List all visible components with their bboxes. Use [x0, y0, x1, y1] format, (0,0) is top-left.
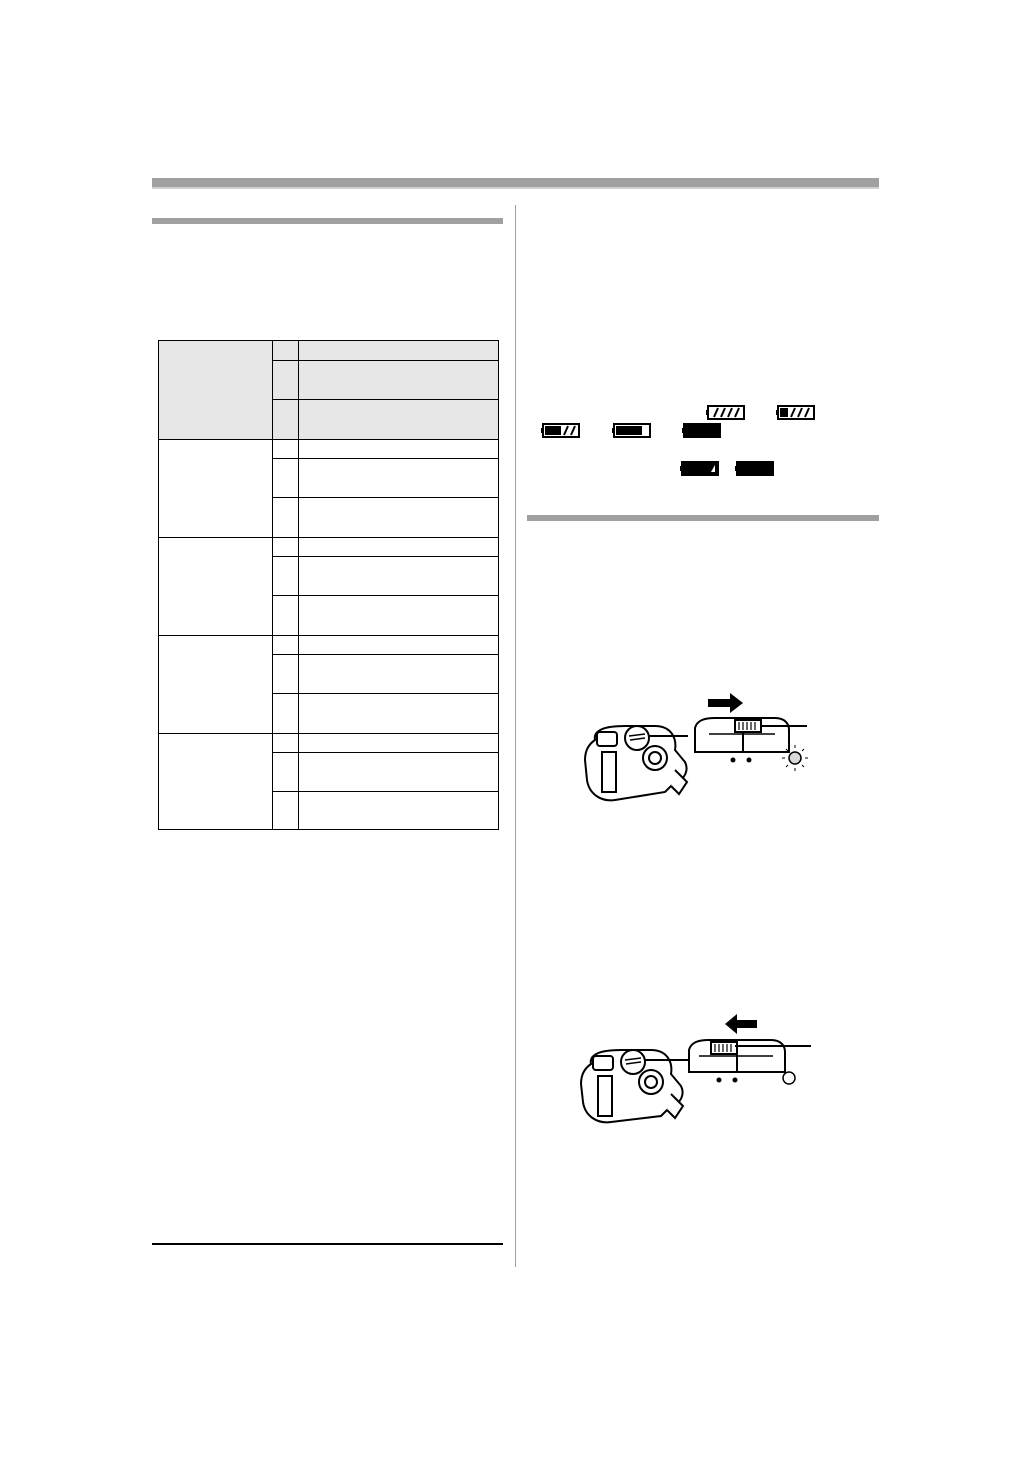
arrow-left-icon: [725, 1014, 757, 1034]
battery-three-quarter-icon: [776, 406, 814, 419]
table-col-line-1: [272, 341, 273, 829]
arrow-right-icon: [708, 693, 743, 713]
table-group-1-header-cell: [159, 341, 273, 439]
table-row-separator: [272, 458, 498, 459]
battery-low-icon: [612, 424, 650, 437]
table-group-separator: [159, 537, 498, 538]
table-row-separator: [272, 399, 498, 400]
column-divider: [515, 205, 516, 1267]
status-lamp-off-icon: [783, 1072, 795, 1084]
power-switch-dial: [695, 718, 789, 752]
battery-half-icon: [541, 424, 579, 437]
table-group-separator: [159, 439, 498, 440]
battery-low-warning-icon: [680, 462, 718, 475]
battery-empty-icon: [682, 424, 720, 437]
table-group-1-value-cell: [299, 341, 498, 439]
power-on-figure: [575, 690, 825, 810]
power-switch-dial: [689, 1040, 785, 1072]
left-section-heading-rule: [152, 218, 503, 224]
power-off-figure: [575, 1010, 825, 1130]
page-header-underline: [152, 187, 879, 189]
table-row-separator: [272, 752, 498, 753]
right-section-heading-rule: [527, 515, 879, 521]
table-group-separator: [159, 635, 498, 636]
table-row-separator: [272, 556, 498, 557]
battery-empty-warning-icon: [735, 462, 773, 475]
table-row-separator: [272, 791, 498, 792]
spec-table: [158, 340, 499, 830]
table-group-1-index-cell: [273, 341, 299, 439]
table-row-separator: [272, 360, 498, 361]
table-row-separator: [272, 497, 498, 498]
camcorder-icon: [585, 726, 687, 800]
page-header-bar: [152, 178, 879, 187]
table-col-line-2: [298, 341, 299, 829]
left-footnote-rule: [152, 1243, 503, 1245]
table-group-separator: [159, 733, 498, 734]
battery-full-icon: [706, 406, 744, 419]
table-row-separator: [272, 595, 498, 596]
table-row-separator: [272, 693, 498, 694]
table-row-separator: [272, 654, 498, 655]
battery-indicators: [530, 400, 830, 480]
